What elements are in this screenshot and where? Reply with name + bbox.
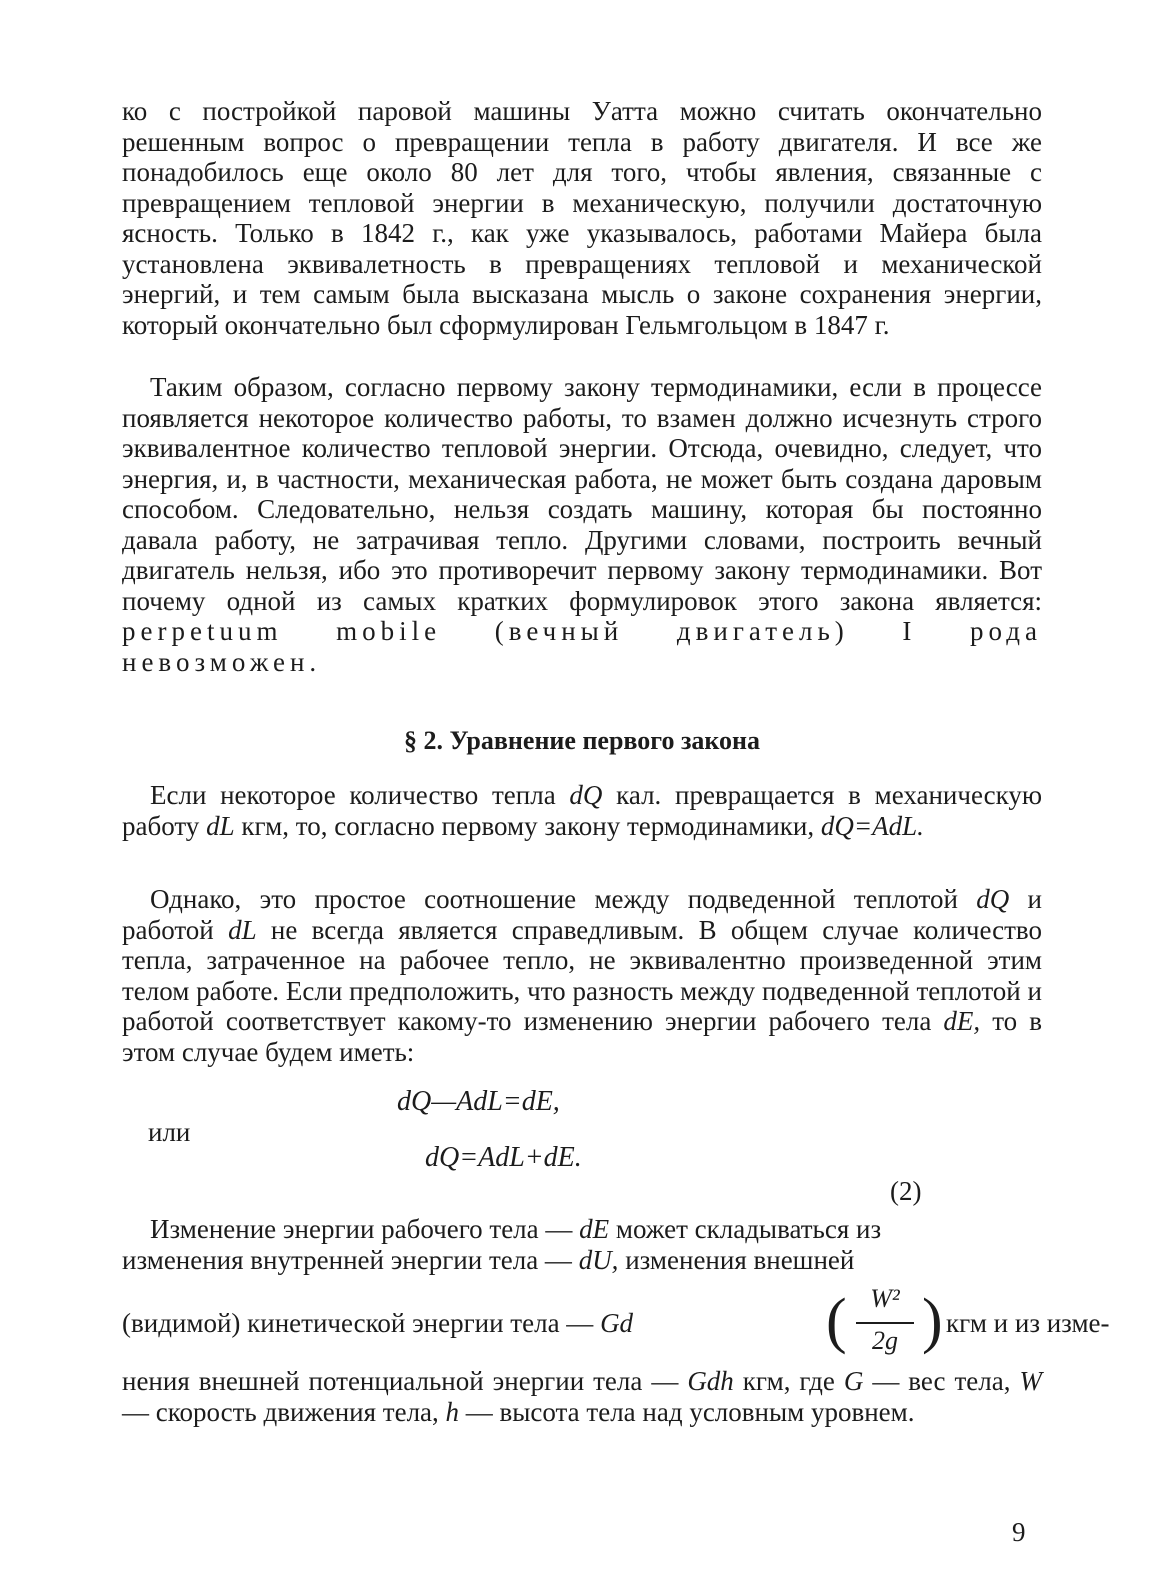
paragraph-components-rest <box>122 1366 1042 1427</box>
text-run: изменения внешней <box>618 1244 855 1275</box>
paragraph-1-text: ко с постройкой паровой машины Уатта можно считать окончательно решенным вопрос о превращении тепла в работу двигателя. И все же понадобилось еще около 80 лет для того, чтобы явления, связанные с превращением тепловой энергии в механическую, получили достаточную ясность. Только в 1842 г., как уже указывалось, работами Майера была установлена эквивалетность в превращениях тепловой и механической энергий, и тем самым была высказана мысль о законе сохранения энергии, который окончательно был сформулирован Гельмгольцом в 1847 г. <box>122 96 1042 340</box>
symbol-dl: dL <box>228 914 257 945</box>
section-heading: § 2. Уравнение первого закона <box>403 726 761 755</box>
formula-dq-adl: dQ=AdL. <box>820 810 924 841</box>
paragraph-3-text <box>122 780 1042 841</box>
symbol-h: h <box>445 1396 460 1427</box>
paragraph-5-line-2 <box>122 1245 1042 1276</box>
paragraph-5-line-3-start <box>122 1308 633 1339</box>
symbol-dl: dL <box>206 810 235 841</box>
text-run: нения внешней потенциальной энергии тела — <box>122 1366 688 1396</box>
text-run: может складываться из <box>609 1214 882 1244</box>
paragraph-2-text <box>122 372 1042 677</box>
text-run: изменения внутренней энергии тела — <box>122 1244 579 1275</box>
fraction-denominator: 2g <box>872 1326 898 1355</box>
fraction-numerator: W² <box>870 1284 900 1313</box>
symbol-w: W <box>1019 1366 1042 1396</box>
text-run: не всегда является справедливым. В общем случае количество тепла, затраченное на рабочее тепло, не эквивалентно произведенной этим телом работе. Если предположить, что разность между подведенной теплотой и работой соответствует какому-то изменению энергии рабочего тела <box>122 914 1042 1036</box>
kinetic-energy-line <box>122 1280 1110 1366</box>
text-run: и работой <box>122 884 1042 945</box>
paragraph-5-line-3-end: кгм и из изме- <box>946 1308 1110 1338</box>
paragraph-energy-change <box>122 884 1042 1067</box>
paragraph-first-law <box>122 372 1042 677</box>
text-run: кгм, то, согласно первому закону термодинамики, <box>234 810 821 841</box>
paragraph-5-line-1 <box>122 1214 1042 1245</box>
text-run: — высота тела над условным уровнем. <box>459 1396 915 1427</box>
symbol-de: dE, <box>943 1006 981 1036</box>
perpetuum-mobile-statement: perpetuum mobile (вечный двигатель) I рода невозможен. <box>122 616 1042 677</box>
paragraph-equivalence <box>122 780 1042 841</box>
paragraph-4-text <box>122 884 1042 1067</box>
symbol-g: G <box>843 1366 864 1396</box>
paragraph-5-rest <box>122 1366 1042 1427</box>
paragraph-components-head <box>122 1214 1042 1275</box>
equation-number: (2) <box>890 1176 922 1206</box>
text-run: — вес тела, <box>863 1366 1020 1396</box>
word-or: или <box>148 1117 191 1147</box>
equation-2: dQ=AdL+dE. <box>425 1142 582 1173</box>
symbol-de: dE <box>579 1214 610 1244</box>
equation-1: dQ—AdL=dE, <box>397 1086 560 1117</box>
text-run: (видимой) кинетической энергии тела — <box>122 1308 601 1338</box>
text-run: — скорость движения тела, <box>122 1396 446 1427</box>
page-number: 9 <box>1012 1517 1026 1547</box>
text-run: то в этом случае будем иметь: <box>122 1006 1042 1067</box>
symbol-dq: dQ <box>569 780 603 810</box>
fraction-bar <box>856 1322 914 1324</box>
fraction-w2-over-2g <box>852 1280 918 1366</box>
text-run: кгм, где <box>733 1366 844 1396</box>
symbol-gdh: Gdh <box>687 1366 734 1396</box>
paragraph-2-main: Таким образом, согласно первому закону термодинамики, если в процессе появляется некоторое количество работы, то взамен должно исчезнуть строго эквивалентное количество тепловой энергии. Отсюда, очевидно, следует, что энергия, и, в частности, механическая работа, не может быть создана даровым способом. Следовательно, нельзя создать машину, которая бы постоянно давала работу, не затрачивая тепло. Другими словами, построить вечный двигатель нельзя, ибо это противоречит первому закону термодинамики. Вот почему одной из самых кратких формулировок этого закона является: <box>122 372 1042 616</box>
text-run: кал. превращается в механическую работу <box>122 780 1042 841</box>
text-run: Изменение энергии рабочего тела — <box>150 1214 580 1244</box>
text-run: Если некоторое количество тепла <box>150 780 570 810</box>
left-parenthesis: ( <box>826 1287 847 1355</box>
symbol-du: dU, <box>578 1244 619 1275</box>
symbol-dq: dQ <box>976 884 1010 914</box>
paragraph-history <box>122 96 1042 340</box>
symbol-gd: Gd <box>600 1308 634 1338</box>
right-parenthesis: ) <box>922 1287 943 1355</box>
text-run: Однако, это простое соотношение между подведенной теплотой <box>150 884 977 914</box>
